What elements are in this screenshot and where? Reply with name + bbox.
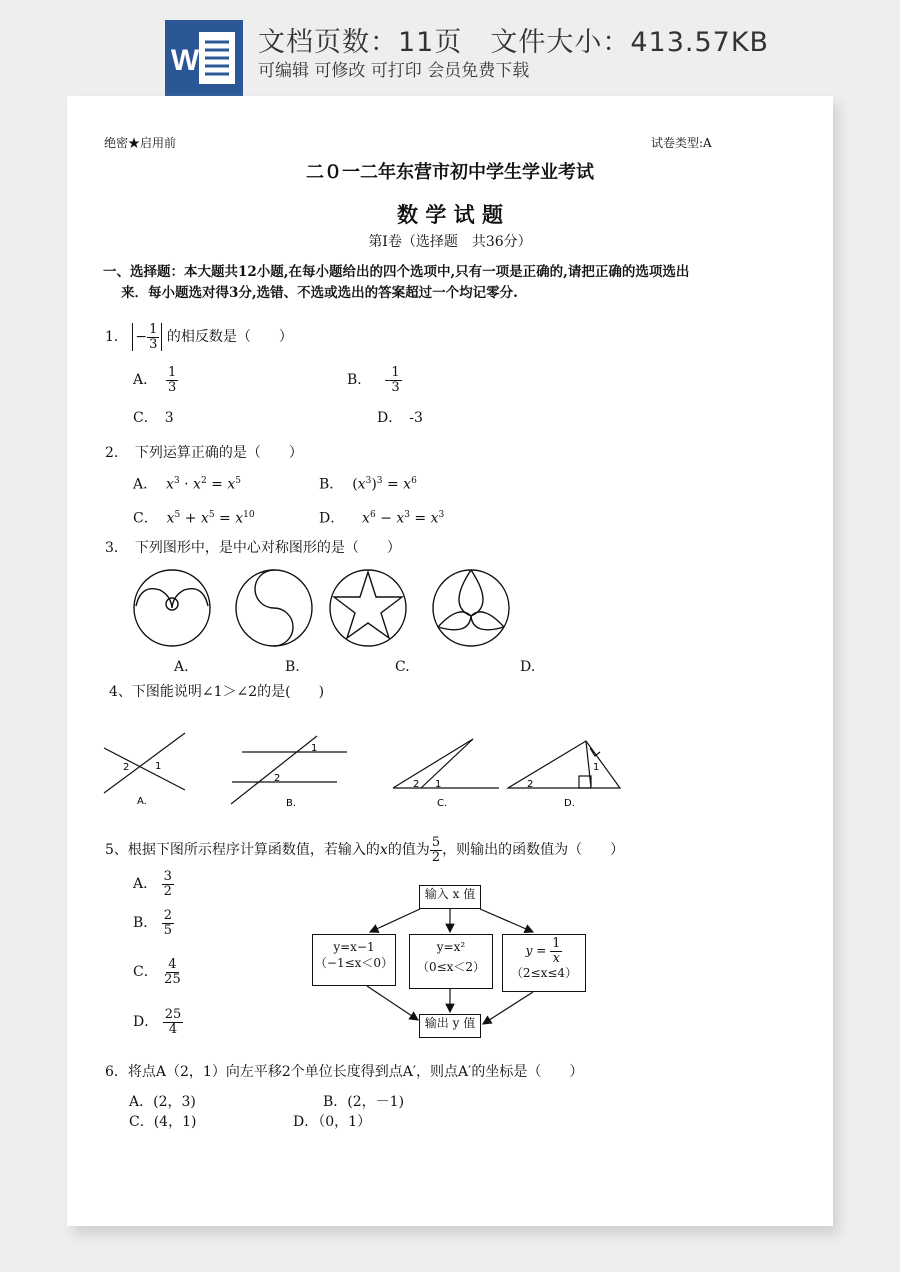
q5-flow-arrows bbox=[67, 96, 833, 1056]
banner-title: 文档页数：11页 文件大小：413.57KB bbox=[258, 27, 770, 58]
q5-stem: 5、根据下图所示程序计算函数值，若输入的x的值为 $\frac{5}{2}$ ，则输出的函数值为（ ） bbox=[105, 835, 625, 865]
q1-stem: 1． − $\frac{1}{3}$ 的相反数是（ ） bbox=[105, 322, 293, 352]
word-letter: W bbox=[170, 44, 200, 77]
q4-d-angle-2: 2 bbox=[527, 779, 534, 790]
banner-subtitle: 可编辑 可修改 可打印 会员免费下载 bbox=[258, 61, 530, 81]
q4-b-angle-2: 2 bbox=[274, 773, 281, 784]
q4-stem: 4、下图能说明∠1＞∠2的是( ) bbox=[109, 684, 325, 700]
q1-option-a[interactable]: A． $\frac{1}{3}$ bbox=[133, 365, 177, 395]
q1-option-c[interactable]: C． 3 bbox=[133, 410, 174, 426]
q3-label-c[interactable]: C. bbox=[395, 659, 410, 675]
flow-output-box: 输出 y 值 bbox=[419, 1014, 481, 1038]
q4-label-c: C. bbox=[437, 798, 448, 809]
q6-option-b[interactable]: B．(2，－1) bbox=[323, 1094, 405, 1110]
q4-a-angle-1: 1 bbox=[155, 761, 162, 772]
document-page bbox=[67, 96, 833, 1226]
q4-label-a: A. bbox=[137, 796, 147, 807]
q3-label-b[interactable]: B. bbox=[285, 659, 300, 675]
q1-option-b[interactable]: B． - $\frac{1}{3}$ bbox=[347, 365, 400, 395]
part-title: 第Ⅰ卷（选择题 共36分） bbox=[368, 234, 532, 250]
flow-box-2: y=x² （0≤x＜2） bbox=[409, 934, 493, 989]
q1-option-d[interactable]: D． -3 bbox=[377, 410, 423, 426]
word-document-icon bbox=[165, 20, 243, 96]
q2-option-a[interactable]: A． $x^3 \cdot x^2 = x^5$ bbox=[133, 476, 241, 493]
paper-type-label: 试卷类型:A bbox=[651, 136, 712, 150]
q4-label-d: D. bbox=[564, 798, 575, 809]
q3-stem: 3． 下列图形中，是中心对称图形的是（ ） bbox=[105, 540, 401, 556]
q4-label-b: B. bbox=[286, 798, 297, 809]
q4-c-angle-1: 1 bbox=[435, 779, 442, 790]
q5-option-a[interactable]: A． $\frac{3}{2}$ bbox=[133, 869, 172, 899]
q6-stem: 6．将点A（2，1）向左平移2个单位长度得到点A′，则点A′的坐标是（ ） bbox=[105, 1064, 584, 1080]
q4-c-angle-2: 2 bbox=[413, 779, 420, 790]
q5-option-d[interactable]: D． $\frac{25}{4}$ bbox=[133, 1007, 182, 1037]
q2-option-b[interactable]: B． $(x^3)^3 = x^6$ bbox=[319, 476, 417, 493]
subject-title: 数 学 试 题 bbox=[397, 202, 503, 227]
q2-stem: 2． 下列运算正确的是（ ） bbox=[105, 445, 303, 461]
q5-option-b[interactable]: B． $\frac{2}{5}$ bbox=[133, 908, 173, 938]
q6-option-d[interactable]: D．（0，1） bbox=[293, 1114, 372, 1130]
download-banner bbox=[0, 0, 900, 96]
q3-label-a[interactable]: A. bbox=[174, 659, 189, 675]
q4-d-angle-1: 1 bbox=[593, 762, 600, 773]
confidential-label: 绝密★启用前 bbox=[104, 136, 177, 150]
q3-label-d[interactable]: D. bbox=[520, 659, 536, 675]
q4-a-angle-2: 2 bbox=[123, 762, 130, 773]
flow-box-3: y = $\frac{1}{x}$ （2≤x≤4） bbox=[502, 934, 586, 992]
q6-option-a[interactable]: A．(2，3) bbox=[129, 1094, 196, 1110]
q2-option-c[interactable]: C． $x^5 + x^5 = x^{10}$ bbox=[133, 510, 255, 527]
exam-title: 二０一二年东营市初中学生学业考试 bbox=[306, 162, 594, 183]
section-instructions-1: 一、选择题：本大题共12小题,在每小题给出的四个选项中,只有一项是正确的,请把正确的选项选出 bbox=[103, 264, 690, 280]
flow-input-box: 输入 x 值 bbox=[419, 885, 481, 909]
q2-option-d[interactable]: D． $x^6 - x^3 = x^3$ bbox=[319, 510, 445, 527]
q6-option-c[interactable]: C．(4，1) bbox=[129, 1114, 197, 1130]
section-instructions-2: 来．每小题选对得3分,选错、不选或选出的答案超过一个均记零分. bbox=[121, 285, 518, 301]
flow-box-1: y=x−1 （−1≤x＜0） bbox=[312, 934, 396, 986]
q5-option-c[interactable]: C． $\frac{4}{25}$ bbox=[133, 957, 181, 987]
q4-b-angle-1: 1 bbox=[311, 743, 318, 754]
